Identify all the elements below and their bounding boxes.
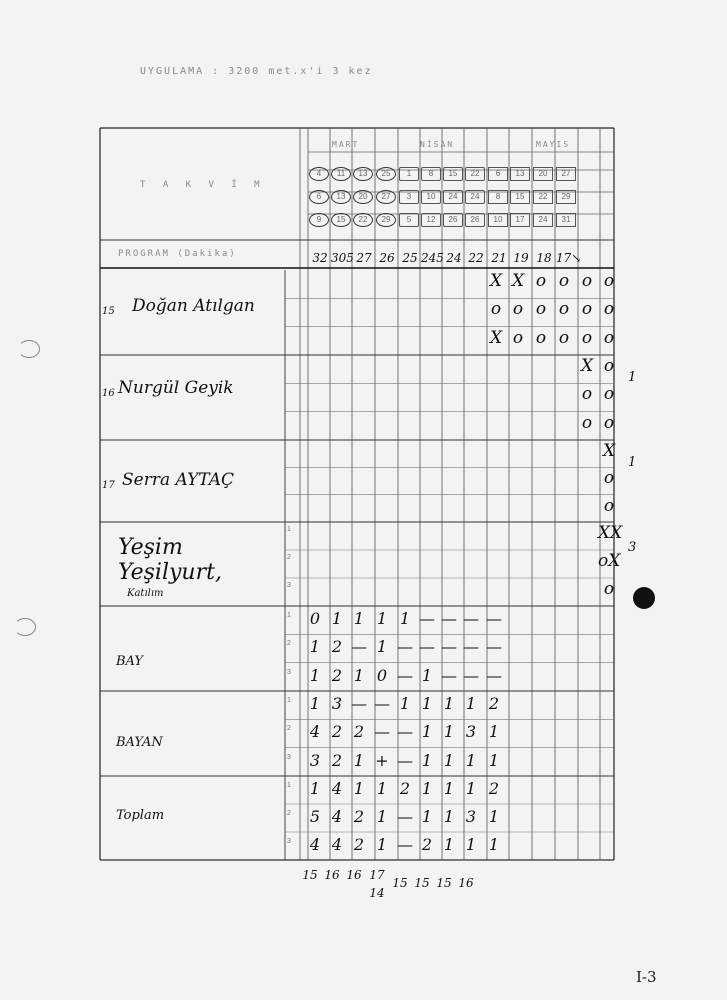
attendance-mark: o <box>603 579 615 599</box>
row-index: 3 <box>287 753 291 761</box>
calendar-cell: 22 <box>533 190 553 204</box>
calendar-cell: 27 <box>376 190 396 204</box>
summary-count: 4 <box>331 835 343 854</box>
summary-count: — <box>463 637 479 657</box>
program-value: 22 <box>468 251 484 265</box>
summary-count: 1 <box>331 609 343 628</box>
calendar-cell: 10 <box>421 190 441 204</box>
bottom-total: 17 <box>369 868 385 882</box>
attendance-mark: o <box>535 271 547 291</box>
summary-count: 1 <box>488 807 500 826</box>
summary-count: 1 <box>443 779 455 798</box>
summary-count: 1 <box>421 694 433 713</box>
summary-count: — <box>351 637 367 657</box>
calendar-cell: 22 <box>353 213 373 227</box>
calendar-cell: 6 <box>488 167 508 181</box>
calendar-cell: 25 <box>376 167 396 181</box>
attendance-mark: o <box>603 299 615 320</box>
attendance-mark: X <box>602 441 616 461</box>
summary-count: 1 <box>376 807 388 826</box>
summary-count: 1 <box>421 807 433 826</box>
athlete-name: Nurgül Geyik <box>118 378 234 398</box>
page-label: I-3 <box>636 968 657 986</box>
row-index: 2 <box>287 725 291 733</box>
summary-count: 1 <box>399 609 411 628</box>
calendar-cell: 6 <box>309 190 329 204</box>
summary-count: — <box>397 665 413 685</box>
calendar-cell: 10 <box>488 213 508 227</box>
attendance-mark: o <box>581 412 593 433</box>
header-line: UYGULAMA : 3200 met.x'i 3 kez <box>140 66 373 77</box>
attendance-mark: oX <box>598 551 621 571</box>
summary-count: 2 <box>421 835 433 854</box>
calendar-cell: 20 <box>353 190 373 204</box>
takvim-label: T A K V İ M <box>140 180 266 190</box>
attendance-mark: o <box>581 271 593 291</box>
summary-count: 3 <box>465 722 477 742</box>
summary-label: Toplam <box>116 808 165 823</box>
attendance-mark: o <box>581 384 593 405</box>
summary-count: 1 <box>309 694 321 713</box>
summary-count: 1 <box>443 750 455 770</box>
calendar-cell: 11 <box>331 167 351 181</box>
summary-count: 2 <box>331 637 343 657</box>
calendar-cell: 3 <box>399 190 419 204</box>
summary-count: 1 <box>309 665 321 685</box>
calendar-cell: 20 <box>533 167 553 181</box>
summary-count: 2 <box>353 835 365 854</box>
summary-label: BAY <box>116 654 143 669</box>
row-index: 3 <box>287 668 291 676</box>
summary-count: — <box>463 665 479 685</box>
calendar-cell: 22 <box>465 167 485 181</box>
summary-count: — <box>441 665 457 685</box>
attendance-mark: o <box>603 468 615 489</box>
row-index: 3 <box>287 838 291 845</box>
month-mart: MART <box>332 140 360 149</box>
bottom-extra: 14 <box>369 886 385 900</box>
summary-count: 4 <box>331 807 343 826</box>
summary-count: — <box>374 722 390 742</box>
calendar-cell: 1 <box>399 167 419 181</box>
summary-count: 1 <box>376 779 388 798</box>
calendar-cell: 24 <box>533 213 553 227</box>
calendar-cell: 15 <box>510 190 530 204</box>
summary-count: 1 <box>376 609 388 628</box>
ink-blot <box>633 587 655 609</box>
attendance-mark: o <box>603 356 615 376</box>
summary-count: 4 <box>309 835 321 854</box>
calendar-cell: 4 <box>309 167 329 181</box>
athlete-name: Serra AYTAÇ <box>122 470 235 490</box>
athlete-number: 17 <box>102 480 115 491</box>
summary-count: — <box>441 609 457 628</box>
attendance-mark: o <box>603 327 615 348</box>
summary-count: 5 <box>309 807 321 826</box>
bottom-total: 16 <box>324 868 340 882</box>
binder-hole-bottom <box>14 618 36 636</box>
row-index: 1 <box>287 526 291 533</box>
athlete-number: 15 <box>102 306 115 317</box>
row-index: 3 <box>287 582 291 589</box>
summary-count: 1 <box>465 835 477 854</box>
summary-count: — <box>486 609 502 628</box>
calendar-cell: 13 <box>353 167 373 181</box>
summary-count: 2 <box>331 750 343 770</box>
summary-count: — <box>486 665 502 685</box>
summary-count: 1 <box>443 694 455 713</box>
summary-count: — <box>374 694 390 713</box>
summary-count: — <box>397 637 413 657</box>
summary-count: 2 <box>331 722 343 742</box>
month-mayis: MAYIS <box>536 140 571 149</box>
summary-count: 1 <box>309 779 321 798</box>
summary-count: — <box>351 694 367 713</box>
calendar-cell: 8 <box>421 167 441 181</box>
athlete-number: 16 <box>102 388 115 399</box>
summary-count: — <box>397 750 413 770</box>
summary-count: 1 <box>353 609 365 628</box>
program-value: 32 <box>312 251 328 265</box>
program-value: 24 <box>446 251 462 265</box>
calendar-cell: 26 <box>465 213 485 227</box>
calendar-cell: 29 <box>376 213 396 227</box>
side-note: 1 <box>628 370 637 385</box>
summary-count: 2 <box>353 722 365 742</box>
attendance-mark: o <box>581 299 593 320</box>
summary-count: 1 <box>488 750 500 770</box>
summary-count: 1 <box>488 722 500 742</box>
summary-count: 2 <box>399 779 411 798</box>
bottom-total: 16 <box>346 868 362 882</box>
calendar-cell: 8 <box>488 190 508 204</box>
summary-count: — <box>397 835 413 854</box>
athlete-name: Yeşim Yeşilyurt, <box>118 535 222 585</box>
attendance-mark: o <box>558 271 570 291</box>
katilim-label: Katılım <box>127 588 164 599</box>
row-index: 2 <box>287 554 291 561</box>
row-index: 1 <box>287 697 291 704</box>
summary-count: 1 <box>353 779 365 798</box>
summary-count: 1 <box>376 637 388 657</box>
attendance-mark: XX <box>598 523 623 543</box>
calendar-cell: 26 <box>443 213 463 227</box>
calendar-cell: 15 <box>331 213 351 227</box>
athlete-name: Doğan Atılgan <box>132 296 255 316</box>
summary-count: + <box>375 750 389 770</box>
side-note: 1 <box>628 455 637 470</box>
program-value: 21 <box>491 251 507 265</box>
row-index: 1 <box>287 612 291 619</box>
summary-count: 1 <box>421 665 433 685</box>
summary-count: 4 <box>331 779 343 798</box>
row-index: 2 <box>287 640 291 648</box>
summary-count: 1 <box>443 807 455 826</box>
calendar-cell: 9 <box>309 213 329 227</box>
attendance-mark: X <box>489 271 503 291</box>
program-value: 245 <box>421 251 444 265</box>
summary-count: 1 <box>353 665 365 685</box>
program-value: 25 <box>402 251 418 265</box>
summary-count: — <box>419 637 435 657</box>
binder-hole-top <box>18 340 40 358</box>
program-value: 26 <box>379 251 395 265</box>
calendar-cell: 13 <box>331 190 351 204</box>
summary-count: 3 <box>465 807 477 826</box>
bottom-total: 15 <box>436 876 452 890</box>
summary-count: 1 <box>443 835 455 854</box>
attendance-mark: X <box>489 327 503 348</box>
summary-count: 1 <box>488 835 500 854</box>
program-value: 27 <box>356 251 372 265</box>
summary-count: 2 <box>353 807 365 826</box>
summary-count: — <box>441 637 457 657</box>
bottom-total: 15 <box>414 876 430 890</box>
calendar-cell: 17 <box>510 213 530 227</box>
calendar-cell: 13 <box>510 167 530 181</box>
summary-count: — <box>463 609 479 628</box>
program-value: 18 <box>536 251 552 265</box>
summary-count: 1 <box>421 722 433 742</box>
attendance-mark: o <box>603 271 615 291</box>
summary-count: 3 <box>331 694 343 713</box>
program-label: PROGRAM (Dakika) <box>118 249 237 259</box>
summary-count: 1 <box>309 637 321 657</box>
calendar-cell: 27 <box>556 167 576 181</box>
calendar-cell: 24 <box>443 190 463 204</box>
summary-count: 0 <box>376 665 388 685</box>
calendar-cell: 5 <box>399 213 419 227</box>
bottom-total: 16 <box>458 876 474 890</box>
attendance-mark: X <box>580 356 594 376</box>
attendance-mark: o <box>512 299 524 320</box>
program-value: 19 <box>513 251 529 265</box>
summary-count: 1 <box>376 835 388 854</box>
summary-count: 1 <box>465 694 477 713</box>
summary-count: — <box>397 722 413 742</box>
calendar-cell: 12 <box>421 213 441 227</box>
attendance-mark: o <box>535 327 547 348</box>
summary-count: 0 <box>309 609 321 628</box>
attendance-mark: o <box>581 327 593 348</box>
attendance-mark: o <box>512 327 524 348</box>
calendar-cell: 24 <box>465 190 485 204</box>
attendance-mark: o <box>558 327 570 348</box>
attendance-mark: o <box>558 299 570 320</box>
summary-count: 1 <box>399 694 411 713</box>
side-note: 3 <box>628 540 637 555</box>
attendance-mark: o <box>603 495 615 516</box>
summary-count: 1 <box>353 750 365 770</box>
summary-count: — <box>419 609 435 628</box>
summary-count: 1 <box>465 750 477 770</box>
calendar-cell: 31 <box>556 213 576 227</box>
summary-count: 3 <box>309 750 321 770</box>
bottom-total: 15 <box>302 868 318 882</box>
summary-count: — <box>486 637 502 657</box>
program-value: 305 <box>331 251 354 265</box>
summary-count: 1 <box>421 779 433 798</box>
summary-label: BAYAN <box>116 735 163 750</box>
calendar-cell: 15 <box>443 167 463 181</box>
calendar-cell: 29 <box>556 190 576 204</box>
attendance-mark: o <box>535 299 547 320</box>
attendance-mark: o <box>603 384 615 405</box>
summary-count: 2 <box>488 694 500 713</box>
attendance-mark: o <box>603 412 615 433</box>
summary-count: 2 <box>331 665 343 685</box>
attendance-mark: X <box>511 271 525 291</box>
row-index: 2 <box>287 810 291 817</box>
summary-count: 1 <box>465 779 477 798</box>
summary-count: 4 <box>309 722 321 742</box>
month-nisan: NİSAN <box>420 140 455 149</box>
row-index: 1 <box>287 782 291 789</box>
summary-count: — <box>397 807 413 826</box>
summary-count: 1 <box>443 722 455 742</box>
attendance-mark: o <box>490 299 502 320</box>
program-value: 17↘ <box>556 251 582 265</box>
summary-count: 1 <box>421 750 433 770</box>
summary-count: 2 <box>488 779 500 798</box>
bottom-total: 15 <box>392 876 408 890</box>
